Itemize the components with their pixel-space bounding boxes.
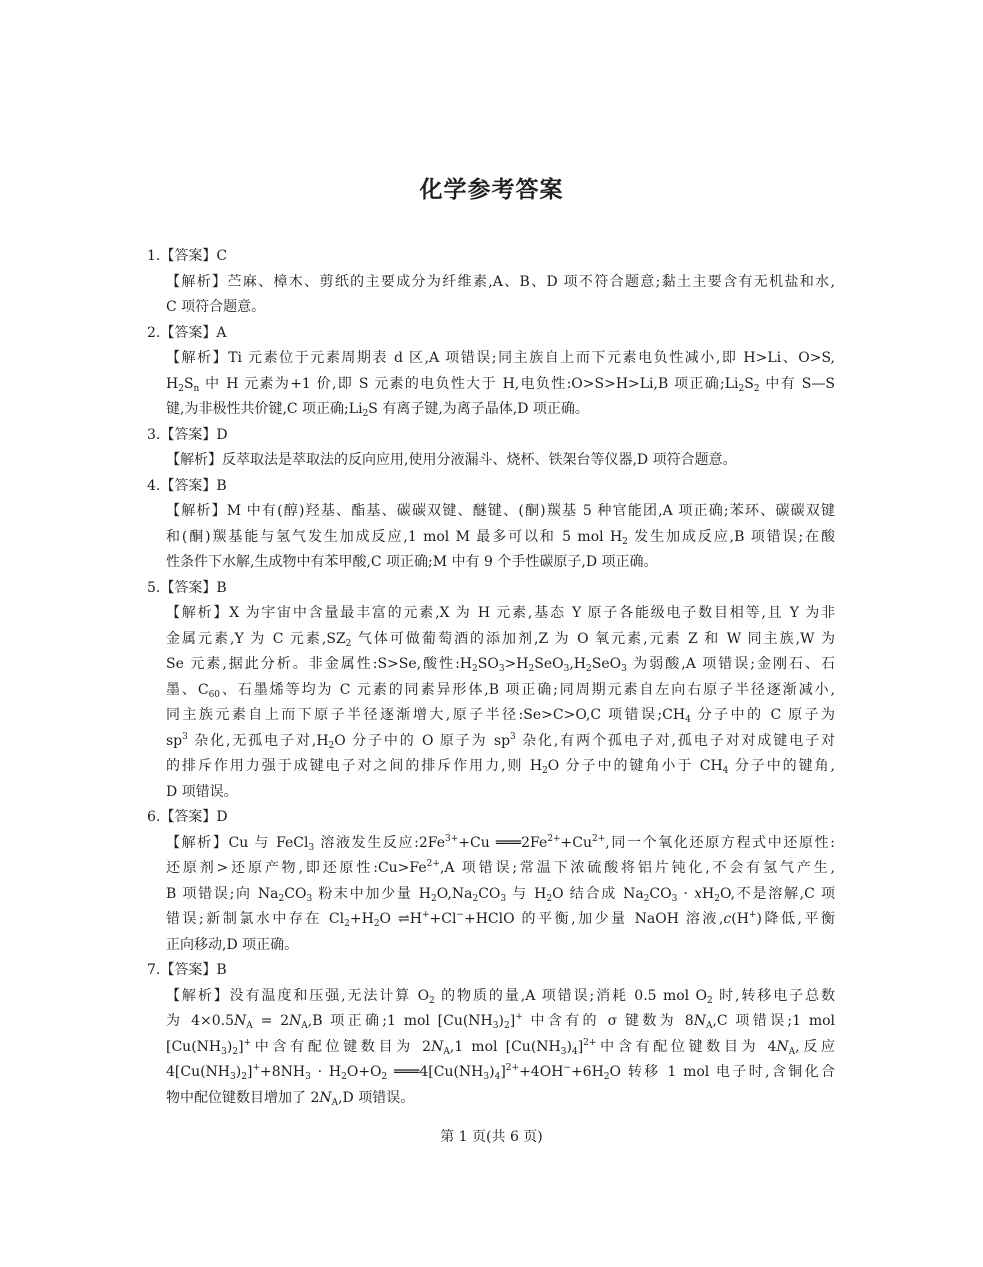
subscript: 2 (603, 1072, 610, 1082)
text-run: = 2 (252, 1013, 289, 1029)
subscript: 3 (492, 1021, 499, 1031)
answer-label: 【答案】 (160, 809, 217, 825)
text-run: 【解析】没有温度和压强,无法计算 O (166, 987, 430, 1004)
italic-symbol: N (693, 1013, 706, 1029)
text-run: 杂化,无孤电子对,H (187, 732, 329, 749)
text-run: 、石墨烯等均为 C 元素的同素异形体,B 项正确;同周期元素自左向右原子半径逐渐减小, (220, 681, 835, 698)
subscript: 3 (483, 1072, 490, 1082)
superscript: 3 (182, 731, 188, 742)
subscript: 2 (753, 383, 760, 394)
item-number: 2. (147, 324, 161, 341)
explanation-line (147, 729, 835, 755)
answer-value: B (216, 579, 227, 596)
subscript: 2 (431, 893, 437, 904)
answer-line (147, 576, 835, 602)
answer-line (147, 244, 835, 270)
subscript: A (301, 1021, 308, 1031)
superscript: + (515, 1012, 523, 1022)
text-run: 杂化,有两个孤电子对,孤电子对对成键电子对 (515, 732, 835, 749)
text-run: ] (500, 1064, 506, 1080)
explanation-line (147, 601, 835, 627)
text-run: >H (504, 656, 529, 672)
explanation-line (147, 703, 835, 729)
explanation-line (147, 1086, 835, 1112)
superscript: 2+ (505, 1063, 520, 1073)
text-run: O,不是溶解,C 项 (719, 885, 835, 902)
text-run: S (744, 375, 754, 392)
subscript: 4 (494, 1072, 501, 1082)
text-run: ) (226, 1038, 233, 1055)
explanation-line (147, 1009, 835, 1035)
text-run: 还原剂>还原产物,即还原性:Cu>Fe (166, 860, 427, 876)
answer-item (147, 423, 835, 474)
subscript: 2 (714, 893, 720, 904)
item-number: 7. (147, 962, 161, 978)
subscript: 2 (362, 409, 369, 419)
italic-symbol: N (234, 1013, 247, 1029)
subscript: 4 (685, 715, 691, 725)
answer-line (147, 958, 835, 984)
answer-list (147, 244, 835, 1111)
subscript: 2 (278, 893, 285, 904)
text-run: SO (477, 656, 499, 672)
text-run: SeO (591, 656, 622, 672)
text-run: ,A 项错误;常温下浓硫酸将铝片钝化,不会有氢气产生, (439, 860, 835, 876)
subscript: 3 (308, 842, 315, 853)
text-run: Se 元素,据此分析。非金属性:S>Se,酸性:H (166, 656, 473, 672)
text-run: 中含有的 σ 键数为 8 (522, 1013, 694, 1029)
text-run: +HClO 的平衡,加少量 NaOH 溶液, (463, 911, 724, 927)
text-run: sp (166, 732, 183, 749)
text-run: 溶液发生反应:2Fe (314, 834, 445, 851)
answer-item (147, 474, 835, 576)
explanation-line (147, 448, 835, 474)
text-run: ) (489, 1064, 495, 1080)
text-run: 4[Cu(NH (166, 1064, 231, 1080)
explanation-line (147, 550, 835, 576)
explanation-line (147, 295, 835, 321)
text-run: H (166, 375, 179, 392)
answer-value: A (216, 324, 227, 341)
answer-label: 【答案】 (160, 248, 217, 264)
italic-symbol: N (431, 1038, 444, 1055)
item-number: 3. (147, 426, 161, 443)
text-run: ) (566, 1038, 572, 1055)
explanation-line (147, 397, 835, 423)
text-run: 粉末中加少量 H (312, 885, 431, 902)
subscript: 3 (560, 1046, 567, 1057)
text-run: 的排斥作用力强于成键电子对之间的排斥作用力,则 H (166, 758, 543, 774)
explanation-line (147, 372, 835, 398)
text-run: 的物质的量,A 项错误;消耗 0.5 mol O (434, 987, 707, 1004)
superscript: + (252, 1063, 260, 1073)
text-run: C 项符合题意。 (166, 299, 266, 315)
explanation-line (147, 780, 835, 806)
text-run: 分子中的键角, (728, 758, 835, 774)
subscript: 2 (738, 383, 745, 394)
subscript: A (705, 1021, 713, 1031)
subscript: 2 (586, 664, 592, 674)
subscript: 2 (178, 383, 184, 394)
text-run: ] (246, 1064, 253, 1080)
explanation-line (147, 984, 835, 1010)
text-run: O,Na (436, 885, 473, 902)
answer-value: D (216, 809, 228, 825)
superscript: + (243, 1037, 252, 1048)
text-run: 分子中的 C 原子为 (690, 707, 836, 723)
superscript: 2+ (583, 1037, 597, 1048)
answer-item (147, 805, 835, 958)
explanation-line (147, 270, 835, 296)
text-run: 中 H 元素为+1 价,即 S 元素的电负性大于 H,电负性:O>S>H>Li,B 项正确;Li (199, 375, 739, 392)
subscript: A (331, 1097, 339, 1108)
explanation-line (147, 678, 835, 704)
text-run: 键,为非极性共价键,C 项正确;Li (166, 401, 363, 417)
superscript: − (563, 1063, 571, 1073)
answer-value: C (216, 248, 228, 264)
subscript: 2 (528, 664, 535, 674)
item-number: 6. (147, 809, 161, 825)
answer-label: 【答案】 (160, 962, 217, 978)
text-run: H (702, 885, 715, 902)
text-run: S (183, 375, 194, 392)
text-run: O 分子中的 O 原子为 sp (334, 732, 511, 749)
text-run: B 项错误;向 Na (166, 885, 279, 902)
text-run: ═══4[Cu(NH (387, 1064, 484, 1080)
explanation-line (147, 856, 835, 882)
text-run: · H (310, 1064, 342, 1080)
answer-label: 【答案】 (160, 477, 217, 494)
page-footer: 第 1 页(共 6 页) (440, 1129, 543, 1145)
subscript: 2 (643, 893, 650, 904)
text-run: ,同一个氧化还原方程式中还原性: (605, 834, 835, 851)
text-run: D 项错误。 (166, 783, 238, 800)
superscript: 2+ (547, 833, 561, 844)
answer-item (147, 576, 835, 806)
text-run: 【解析】Ti 元素位于元素周期表 d 区,A 项错误;同主族自上而下元素电负性减小,即 H>Li、O>S, (166, 350, 835, 366)
subscript: 3 (563, 664, 570, 674)
text-run: ] (509, 1013, 516, 1029)
superscript: + (421, 910, 430, 920)
text-run: ,B 项正确;1 mol [Cu(NH (307, 1013, 493, 1029)
subscript: A (246, 1021, 253, 1031)
superscript: − (456, 910, 464, 920)
text-run: 墨、C (166, 681, 209, 698)
text-run: 中含有配位键数目为 2 (251, 1038, 432, 1055)
text-run: 时,转移电子总数 (712, 987, 835, 1004)
text-run: 性条件下水解,生成物中有苯甲酸,C 项正确;M 中有 9 个手性碳原子,D 项正确。 (166, 554, 658, 570)
subscript: 2 (381, 1072, 388, 1082)
text-run: 【解析】苎麻、樟木、剪纸的主要成分为纤维素,A、B、D 项不符合题意;黏土主要含有无机盐和水, (166, 273, 835, 290)
text-run: ,D 项错误。 (338, 1089, 415, 1106)
text-run: +Cl (429, 911, 457, 927)
subscript: A (788, 1046, 796, 1057)
subscript: n (193, 383, 200, 394)
subscript: 2 (328, 740, 335, 751)
subscript: 2 (341, 1072, 347, 1082)
text-run: 【解析】M 中有(醇)羟基、酯基、碳碳双键、醚键、(酮)羰基 5 种官能团,A 项正确;苯环、碳碳双键 (166, 503, 835, 519)
text-run: (H (731, 911, 749, 927)
answer-item (147, 958, 835, 1111)
subscript: 4 (571, 1046, 578, 1057)
italic-symbol: x (694, 885, 703, 902)
italic-symbol: c (723, 911, 732, 927)
explanation-line (147, 627, 835, 653)
text-run: O+O (346, 1064, 382, 1080)
explanation-line (147, 525, 835, 551)
text-run: 正向移动,D 项正确。 (166, 936, 299, 953)
text-run: ,H (569, 656, 587, 672)
text-run: 物中配位键数目增加了 2 (166, 1089, 320, 1106)
text-run: ] (577, 1038, 584, 1055)
text-run: O 转移 1 mol 电子时,含铜化合 (609, 1064, 835, 1080)
text-run: 中含有配位键数目为 4 (596, 1038, 777, 1055)
answer-line (147, 423, 835, 449)
subscript: 60 (208, 689, 221, 700)
explanation-line (147, 754, 835, 780)
superscript: 3 (510, 731, 516, 742)
subscript: 2 (344, 919, 350, 929)
text-run: O 结合成 Na (552, 885, 644, 902)
answer-value: D (216, 426, 228, 443)
text-run: +H (349, 911, 374, 927)
subscript: 2 (429, 995, 435, 1006)
superscript: 2+ (592, 833, 606, 844)
text-run: CO (649, 885, 672, 902)
text-run: 与 H (506, 885, 547, 902)
explanation-line (147, 1035, 835, 1061)
text-run: S 有离子键,为离子晶体,D 项正确。 (368, 401, 589, 417)
text-run: SeO (534, 656, 564, 672)
item-number: 4. (147, 477, 161, 494)
answer-value: B (216, 962, 227, 978)
subscript: 3 (498, 664, 505, 674)
text-run: )降低,平衡 (756, 911, 836, 927)
subscript: 2 (345, 638, 352, 649)
subscript: 2 (622, 536, 628, 547)
text-run: CO (284, 885, 307, 902)
answer-item (147, 321, 835, 423)
answer-label: 【答案】 (160, 324, 217, 341)
subscript: 4 (722, 766, 729, 776)
subscript: 3 (230, 1072, 236, 1082)
explanation-line (147, 499, 835, 525)
text-run: +6H (570, 1064, 604, 1080)
text-run: 【解析】反萃取法是萃取法的反向应用,使用分液漏斗、烧杯、铁架台等仪器,D 项符合题意。 (166, 452, 737, 468)
text-run: 气体可做葡萄酒的添加剂,Z 为 O 氧元素,元素 Z 和 W 同主族,W 为 (351, 630, 835, 647)
answer-label: 【答案】 (160, 579, 217, 596)
subscript: 2 (241, 1072, 247, 1082)
explanation-line (147, 652, 835, 678)
text-run: 【解析】X 为宇宙中含量最丰富的元素,X 为 H 元素,基态 Y 原子各能级电子数目相等,且 Y 为非 (166, 605, 835, 621)
explanation-line (147, 346, 835, 372)
text-run: ,1 mol [Cu(NH (449, 1038, 561, 1055)
text-run: 【解析】Cu 与 FeCl (166, 834, 309, 851)
subscript: 2 (546, 893, 553, 904)
subscript: 3 (306, 893, 313, 904)
text-run: ) (235, 1064, 242, 1080)
explanation-line (147, 831, 835, 857)
text-run: 同主族元素自上而下原子半径逐渐增大,原子半径:Se>C>O,C 项错误;CH (166, 707, 686, 723)
text-run: 为弱酸,A 项错误;金刚石、石 (626, 656, 835, 672)
text-run: +4OH (519, 1064, 564, 1080)
item-number: 5. (147, 579, 161, 596)
italic-symbol: N (776, 1038, 789, 1055)
answer-item (147, 244, 835, 321)
text-run: ,反应 (795, 1038, 836, 1055)
explanation-line (147, 907, 835, 933)
text-run: [Cu(NH (166, 1038, 222, 1055)
text-run: O ⇌H (379, 911, 422, 927)
text-run: +Cu (560, 834, 593, 851)
text-run: O 分子中的键角小于 CH (547, 758, 723, 774)
page-title: 化学参考答案 (419, 176, 564, 203)
subscript: 3 (305, 1072, 311, 1082)
answer-label: 【答案】 (160, 426, 217, 443)
item-number: 1. (147, 248, 161, 264)
text-run: 发生加成反应,B 项错误;在酸 (627, 528, 835, 545)
subscript: 2 (232, 1046, 239, 1057)
answer-value: B (216, 477, 227, 494)
text-run: · (677, 885, 695, 902)
text-run: ,C 项错误;1 mol (712, 1013, 836, 1029)
text-run: +8NH (259, 1064, 306, 1080)
text-run: 错误;新制氯水中存在 Cl (166, 911, 345, 927)
subscript: 2 (706, 995, 713, 1006)
text-run: 金属元素,Y 为 C 元素,SZ (166, 630, 346, 647)
text-run: ] (238, 1038, 244, 1055)
subscript: 2 (472, 893, 479, 904)
italic-symbol: N (289, 1013, 302, 1029)
subscript: 3 (671, 893, 678, 904)
text-run: CO (478, 885, 501, 902)
text-run: 为 4×0.5 (166, 1013, 235, 1029)
explanation-line (147, 1060, 835, 1086)
superscript: 3+ (445, 833, 459, 844)
subscript: 3 (621, 664, 627, 674)
italic-symbol: N (319, 1089, 332, 1106)
subscript: 2 (373, 919, 380, 929)
subscript: 2 (503, 1021, 510, 1031)
explanation-line (147, 933, 835, 959)
subscript: 2 (542, 766, 548, 776)
answer-line (147, 321, 835, 347)
answer-line (147, 474, 835, 500)
superscript: + (748, 910, 757, 920)
explanation-line (147, 882, 835, 908)
subscript: 3 (221, 1046, 227, 1057)
text-run: 和(酮)羰基能与氢气发生加成反应,1 mol M 最多可以和 5 mol H (166, 528, 623, 545)
superscript: 2+ (426, 859, 440, 869)
subscript: 3 (500, 893, 507, 904)
subscript: A (443, 1046, 450, 1057)
subscript: 2 (472, 664, 478, 674)
text-run: 中有 S—S (759, 375, 835, 392)
text-run: +Cu ═══2Fe (458, 834, 548, 851)
answer-line (147, 805, 835, 831)
text-run: ) (498, 1013, 504, 1029)
